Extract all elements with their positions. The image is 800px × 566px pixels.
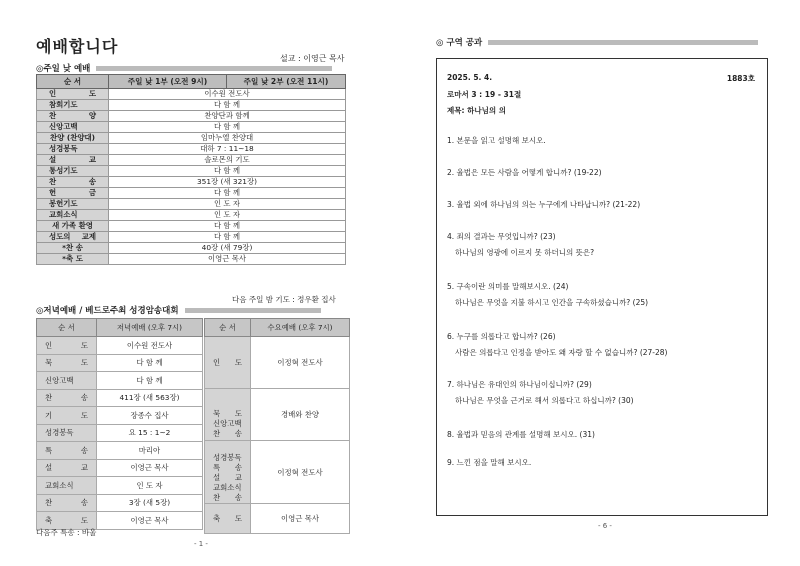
order-label: 인 도 <box>213 358 242 367</box>
wednesday-service-table <box>204 318 350 534</box>
header-evening-service: 저녁예배 (오후 7시) <box>97 319 203 337</box>
order-value: 다 함 께 <box>109 221 346 232</box>
order-label-group <box>205 389 251 441</box>
order-label: *찬 송 <box>37 243 109 254</box>
order-value: 이영근 목사 <box>97 512 203 530</box>
preacher-line: 설교 : 이영근 목사 <box>280 54 345 63</box>
order-label: 교회소식 <box>213 483 242 492</box>
order-value: 다 함 께 <box>109 100 346 111</box>
order-label: 신앙고백 <box>213 419 242 428</box>
order-label: 묵 도 <box>213 409 242 418</box>
order-label: 찬양 (찬양대) <box>37 133 109 144</box>
header-order: 순 서 <box>37 75 109 89</box>
order-value: 이정혁 전도사 <box>251 337 350 389</box>
heading-bar <box>185 308 321 313</box>
order-value: 인 도 자 <box>109 210 346 221</box>
order-value: 이정혁 전도사 <box>251 441 350 504</box>
heading-bar <box>96 66 332 71</box>
table-header-row <box>37 319 203 337</box>
table-row <box>37 133 346 144</box>
table-row <box>37 188 346 199</box>
order-label: 찬 송 <box>213 493 242 502</box>
order-label: 찬 송 <box>37 177 109 188</box>
table-row <box>37 494 203 512</box>
table-row <box>37 100 346 111</box>
order-label: 묵 도 <box>37 354 97 372</box>
order-label: 축 도 <box>213 514 242 523</box>
order-value: 다 함 께 <box>109 232 346 243</box>
question-text: 3. 율법 외에 하나님의 의는 누구에게 나타납니까? (21-22) <box>447 200 641 209</box>
question-item <box>447 377 634 409</box>
lesson-date: 2025. 5. 4. <box>447 73 493 82</box>
order-label: 신앙고백 <box>37 372 97 390</box>
table-header-row <box>205 319 350 337</box>
order-label: 교회소식 <box>37 210 109 221</box>
order-value: 다 함 께 <box>109 188 346 199</box>
next-special-song-note: 다음주 특송 : 바울 <box>36 528 97 537</box>
header-wednesday-service: 수요예배 (오후 7시) <box>251 319 350 337</box>
evening-section-label: ◎저녁예배 / 베드로주최 성경암송대회 <box>36 306 179 316</box>
table-row <box>37 424 203 442</box>
order-value: 이영근 목사 <box>97 459 203 477</box>
question-item <box>447 427 595 443</box>
table-row <box>37 155 346 166</box>
scripture-reference: 로마서 3 : 19 - 31절 <box>447 90 522 99</box>
table-row <box>37 89 346 100</box>
morning-section-label: ◎주일 낮 예배 <box>36 64 91 74</box>
table-row <box>37 199 346 210</box>
question-subtext: 하나님의 영광에 이르지 못 하더니의 뜻은? <box>455 248 595 257</box>
lesson-section-heading <box>436 36 758 48</box>
table-row <box>37 122 346 133</box>
order-label: 신앙고백 <box>37 122 109 133</box>
lesson-subject: 제목: 하나님의 의 <box>447 106 506 115</box>
order-value: 이영근 목사 <box>251 504 350 534</box>
lesson-box <box>436 58 768 516</box>
order-value: 다 함 께 <box>109 166 346 177</box>
question-item <box>447 279 648 311</box>
page-number-left: - 1 - <box>194 540 208 548</box>
evening-service-table <box>36 318 203 530</box>
table-row <box>37 337 203 355</box>
order-label: 새 가족 환영 <box>37 221 109 232</box>
order-label: 성경봉독 <box>37 144 109 155</box>
table-row <box>37 407 203 425</box>
order-value: 3장 (새 5장) <box>97 494 203 512</box>
header-order: 순 서 <box>205 319 251 337</box>
page-title: 예배합니다 <box>36 37 119 56</box>
question-text: 5. 구속이란 의미를 말해보시오. (24) <box>447 282 569 291</box>
question-subtext: 하나님은 무엇을 근거로 해서 의롭다고 하십니까? (30) <box>455 396 634 405</box>
order-label: 특 송 <box>37 442 97 460</box>
question-text: 1. 본문을 읽고 설명해 보시오. <box>447 136 546 145</box>
order-label: 기 도 <box>37 407 97 425</box>
morning-section-heading <box>36 62 332 74</box>
header-order: 순 서 <box>37 319 97 337</box>
question-text: 2. 율법은 모든 사람을 어떻게 합니까? (19-22) <box>447 168 602 177</box>
question-subtext: 사람은 의롭다고 인정을 받아도 왜 자랑 할 수 없습니까? (27-28) <box>455 348 668 357</box>
table-header-row <box>37 75 346 89</box>
question-item <box>447 133 546 149</box>
question-text: 8. 율법과 믿음의 관계를 설명해 보시오. (31) <box>447 430 595 439</box>
question-item <box>447 455 531 471</box>
morning-service-table <box>36 74 346 265</box>
table-row <box>37 389 203 407</box>
order-label: 찬 송 <box>37 389 97 407</box>
table-row <box>37 144 346 155</box>
question-text: 7. 하나님은 유대인의 하나님이십니까? (29) <box>447 380 592 389</box>
order-label: 헌 금 <box>37 188 109 199</box>
order-label: 설 교 <box>213 473 242 482</box>
header-second-service: 주일 낮 2부 (오전 11시) <box>227 75 346 89</box>
order-value: 요 15 : 1~2 <box>97 424 203 442</box>
order-value: 인 도 자 <box>109 199 346 210</box>
order-value: 대하 7 : 11~18 <box>109 144 346 155</box>
table-row <box>205 389 350 441</box>
order-label: 인 도 <box>37 337 97 355</box>
order-value: 이영근 목사 <box>109 254 346 265</box>
order-label: 봉헌기도 <box>37 199 109 210</box>
order-label: 찬 송 <box>213 429 242 438</box>
table-row <box>37 354 203 372</box>
question-item <box>447 165 602 181</box>
order-label: *축 도 <box>37 254 109 265</box>
question-text: 6. 누구를 의롭다고 합니까? (26) <box>447 332 556 341</box>
question-item <box>447 229 594 261</box>
lesson-section-label: ◎ 구역 공과 <box>436 38 483 48</box>
order-label: 통성기도 <box>37 166 109 177</box>
order-label: 인 도 <box>37 89 109 100</box>
question-item <box>447 329 667 361</box>
table-row <box>37 210 346 221</box>
question-item <box>447 197 640 213</box>
order-label-group <box>205 337 251 389</box>
order-value: 다 함 께 <box>97 354 203 372</box>
table-row <box>37 372 203 390</box>
order-label: 설 교 <box>37 155 109 166</box>
order-label: 찬 송 <box>37 494 97 512</box>
order-label: 성경봉독 <box>213 453 242 462</box>
order-value: 이수원 전도사 <box>97 337 203 355</box>
order-label: 설 교 <box>37 459 97 477</box>
order-value: 이수원 전도사 <box>109 89 346 100</box>
order-label: 찬 양 <box>37 111 109 122</box>
order-value: 찬양단과 함께 <box>109 111 346 122</box>
table-row <box>37 232 346 243</box>
order-value: 411장 (새 563장) <box>97 389 203 407</box>
order-value: 351장 (새 321장) <box>109 177 346 188</box>
order-value: 인 도 자 <box>97 477 203 495</box>
order-label: 축 도 <box>37 512 97 530</box>
header-first-service: 주일 낮 1부 (오전 9시) <box>109 75 227 89</box>
order-label: 성경봉독 <box>37 424 97 442</box>
next-prayer-note: 다음 주일 밤 기도 : 정우환 집사 <box>232 295 336 304</box>
question-text: 4. 죄의 결과는 무엇입니까? (23) <box>447 232 556 241</box>
table-row <box>37 221 346 232</box>
order-label: 참회기도 <box>37 100 109 111</box>
order-value: 경배와 찬양 <box>251 389 350 441</box>
order-label-group <box>205 441 251 504</box>
page-number-right: - 6 - <box>598 522 612 530</box>
order-value: 다 함 께 <box>97 372 203 390</box>
table-row <box>205 441 350 504</box>
table-row <box>37 111 346 122</box>
table-row <box>37 243 346 254</box>
question-text: 9. 느낀 점을 말해 보시오. <box>447 458 532 467</box>
order-value: 임마누엘 찬양대 <box>109 133 346 144</box>
heading-bar <box>488 40 758 45</box>
table-row <box>205 504 350 534</box>
table-row <box>37 177 346 188</box>
table-row <box>205 337 350 389</box>
table-row <box>37 254 346 265</box>
order-value: 장종수 집사 <box>97 407 203 425</box>
order-label: 특 송 <box>213 463 242 472</box>
table-row <box>37 442 203 460</box>
order-value: 다 함 께 <box>109 122 346 133</box>
order-label: 교회소식 <box>37 477 97 495</box>
order-label: 성도의 교제 <box>37 232 109 243</box>
evening-section-heading <box>36 304 321 316</box>
order-label-group <box>205 504 251 534</box>
issue-number: 1883호 <box>726 74 755 83</box>
table-row <box>37 166 346 177</box>
order-value: 40장 (새 79장) <box>109 243 346 254</box>
order-value: 마리아 <box>97 442 203 460</box>
order-value: 솔로몬의 기도 <box>109 155 346 166</box>
table-row <box>37 477 203 495</box>
question-subtext: 하나님은 무엇을 지불 하시고 인간을 구속하셨습니까? (25) <box>455 298 649 307</box>
table-row <box>37 459 203 477</box>
